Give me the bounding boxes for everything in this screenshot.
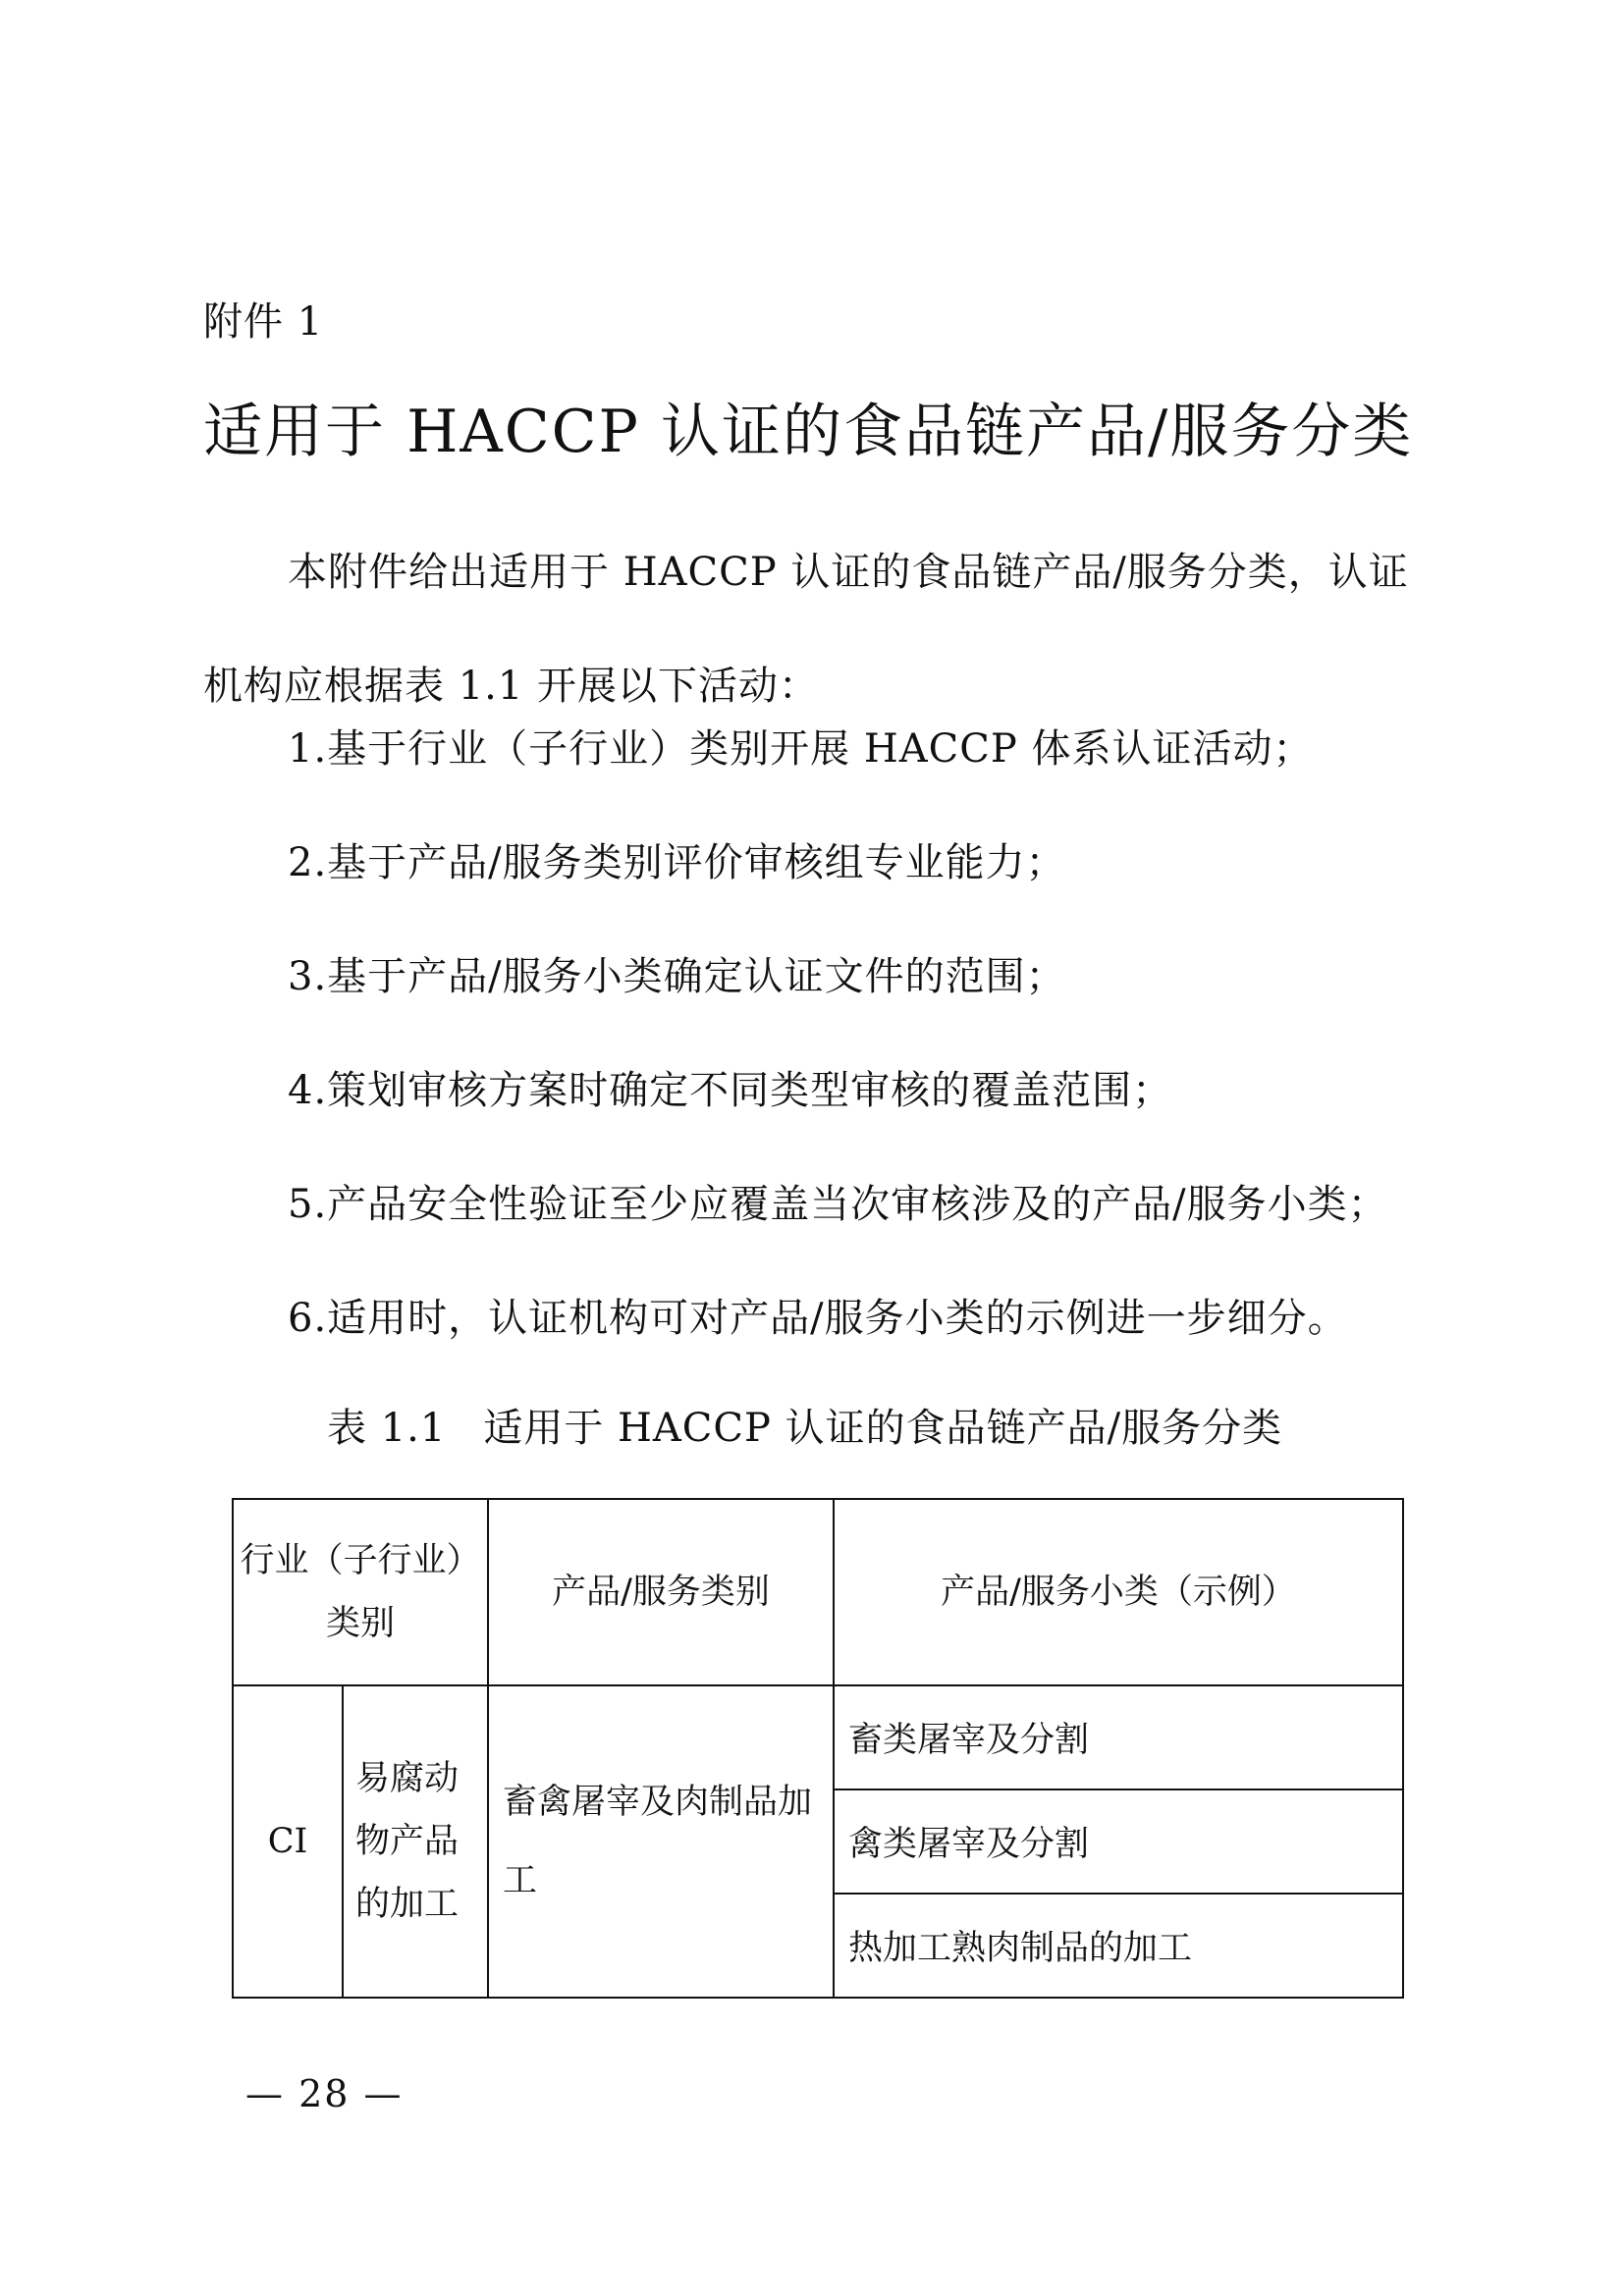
subindustry-cell: 易腐动物产品的加工 [343,1685,488,1998]
subcategory-cell: 畜类屠宰及分割 [834,1685,1403,1789]
header-subcategory: 产品/服务小类（示例） [834,1499,1403,1685]
subcategory-cell: 热加工熟肉制品的加工 [834,1894,1403,1998]
subcategory-cell: 禽类屠宰及分割 [834,1789,1403,1894]
industry-code-cell: CI [233,1685,343,1998]
intro-paragraph: 本附件给出适用于 HACCP 认证的食品链产品/服务分类，认证机构应根据表 1.1 开展以下活动： [203,550,1409,709]
table-header-row [233,1499,1403,1685]
table-row [233,1685,1403,1789]
header-industry: 行业（子行业）类别 [233,1499,488,1685]
table-caption-title: 适用于 HACCP 认证的食品链产品/服务分类 [483,1406,1283,1451]
activity-list [288,692,1388,1375]
table-caption-number: 表 1.1 [327,1406,447,1451]
table-caption [327,1399,1282,1458]
activity-item: 1.基于行业（子行业）类别开展 HACCP 体系认证活动； [288,726,1314,772]
activity-item: 3.基于产品/服务小类确定认证文件的范围； [288,954,1066,999]
category-cell: 畜禽屠宰及肉制品加工 [488,1685,834,1998]
document-title: 适用于 HACCP 认证的食品链产品/服务分类 [203,398,1414,466]
classification-table [232,1498,1404,1999]
page-number: — 28 — [245,2072,404,2115]
header-category: 产品/服务类别 [488,1499,834,1685]
activity-item: 2.基于产品/服务类别评价审核组专业能力； [288,840,1066,885]
annex-label: 附件 1 [203,299,324,345]
activity-item: 5.产品安全性验证至少应覆盖当次审核涉及的产品/服务小类； [288,1182,1388,1227]
activity-item: 4.策划审核方案时确定不同类型审核的覆盖范围； [288,1068,1173,1113]
activity-item: 6.适用时，认证机构可对产品/服务小类的示例进一步细分。 [288,1296,1348,1341]
